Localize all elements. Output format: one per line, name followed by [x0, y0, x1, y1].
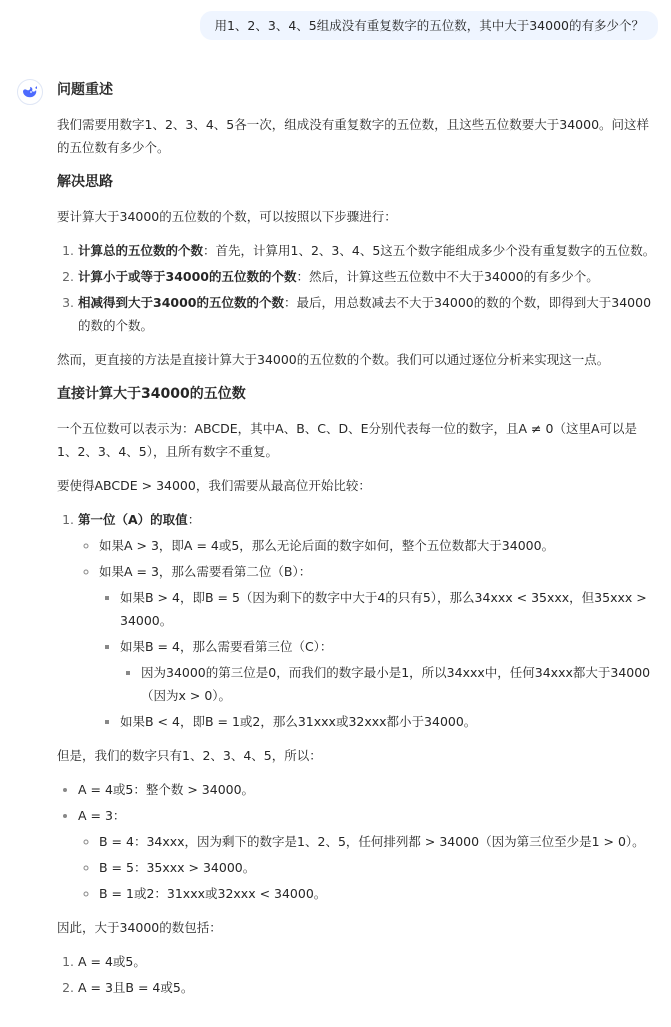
- list-item: ◦ 如果A > 3，即A = 4或5，那么无论后面的数字如何，整个五位数都大于34000。: [99, 534, 657, 557]
- item-text: ：: [187, 512, 201, 527]
- cases-list: [57, 778, 657, 905]
- paragraph: 要计算大于34000的五位数的个数，可以按照以下步骤进行：: [57, 209, 397, 224]
- summary-list: [57, 950, 657, 999]
- list-item: ▪ 如果B > 4，即B = 5（因为剩下的数字中大于4的只有5），那么34xxx < 35xxx，但35xxx > 34000。: [120, 586, 657, 632]
- list-item: • A = 4或5：整个数 > 34000。: [78, 778, 657, 801]
- list-item: [78, 804, 657, 905]
- list-item: [78, 239, 657, 262]
- assistant-answer: [57, 78, 657, 1010]
- paragraph: 我们需要用数字1、2、3、4、5各一次，组成没有重复数字的五位数，且这些五位数要大于34000。问这样的五位数有多少个。: [57, 117, 650, 155]
- sub-sub-list: [99, 586, 657, 733]
- paragraph: 一个五位数可以表示为：ABCDE，其中A、B、C、D、E分别代表每一位的数字，且A ≠ 0（这里A可以是1、2、3、4、5），且所有数字不重复。: [57, 421, 638, 459]
- user-message-bubble: [200, 11, 658, 40]
- step-title: 相减得到大于34000的五位数的个数: [78, 295, 284, 310]
- step-title: 计算总的五位数的个数: [78, 243, 204, 258]
- item-text: A = 3：: [78, 808, 126, 823]
- sub-list: [78, 830, 657, 905]
- paragraph: 但是，我们的数字只有1、2、3、4、5，所以：: [57, 748, 322, 763]
- step-text: ：最后，用总数减去不大于34000的数的个数，即得到大于34000的数的个数。: [78, 295, 652, 333]
- step-title: 计算小于或等于34000的五位数的个数: [78, 269, 297, 284]
- list-item: [78, 508, 657, 733]
- paragraph: 因此，大于34000的数包括：: [57, 920, 222, 935]
- list-item: [78, 265, 657, 288]
- list-item: 1. A = 4或5。: [78, 950, 657, 973]
- digit-analysis-list: [57, 508, 657, 733]
- item-text: 如果A = 3，那么需要看第二位（B）：: [99, 564, 312, 579]
- list-item: ◦ B = 1或2：31xxx或32xxx < 34000。: [99, 882, 657, 905]
- whale-logo-icon: [22, 85, 38, 99]
- list-item: [99, 560, 657, 733]
- sub-list: [78, 534, 657, 733]
- heading-problem-restatement: 问题重述: [57, 82, 113, 98]
- assistant-avatar: [17, 79, 43, 105]
- list-item: [120, 635, 657, 707]
- heading-direct-calculation: 直接计算大于34000的五位数: [57, 386, 246, 402]
- step-text: ：然后，计算这些五位数中不大于34000的有多少个。: [296, 269, 599, 284]
- list-item: [78, 291, 657, 337]
- item-title: 第一位（A）的取值: [78, 512, 188, 527]
- steps-list: [57, 239, 657, 337]
- paragraph: 要使得ABCDE > 34000，我们需要从最高位开始比较：: [57, 478, 371, 493]
- heading-approach: 解决思路: [57, 174, 113, 190]
- list-item: ◦ B = 4：34xxx，因为剩下的数字是1、2、5，任何排列都 > 34000（因为第三位至少是1 > 0）。: [99, 830, 657, 853]
- item-text: 如果B = 4，那么需要看第三位（C）：: [120, 639, 333, 654]
- list-item: ▪ 如果B < 4，即B = 1或2，那么31xxx或32xxx都小于34000。: [120, 710, 657, 733]
- list-item: 2. A = 3且B = 4或5。: [78, 976, 657, 999]
- list-item: ▪ 因为34000的第三位是0，而我们的数字最小是1，所以34xxx中，任何34xxx都大于34000（因为x > 0）。: [141, 661, 657, 707]
- list-item: ◦ B = 5：35xxx > 34000。: [99, 856, 657, 879]
- user-message-text: 用1、2、3、4、5组成没有重复数字的五位数，其中大于34000的有多少个？: [214, 18, 644, 33]
- paragraph: 然而，更直接的方法是直接计算大于34000的五位数的个数。我们可以通过逐位分析来实现这一点。: [57, 352, 610, 367]
- sub-sub-sub-list: [120, 661, 657, 707]
- step-text: ：首先，计算用1、2、3、4、5这五个数字能组成多少个没有重复数字的五位数。: [203, 243, 656, 258]
